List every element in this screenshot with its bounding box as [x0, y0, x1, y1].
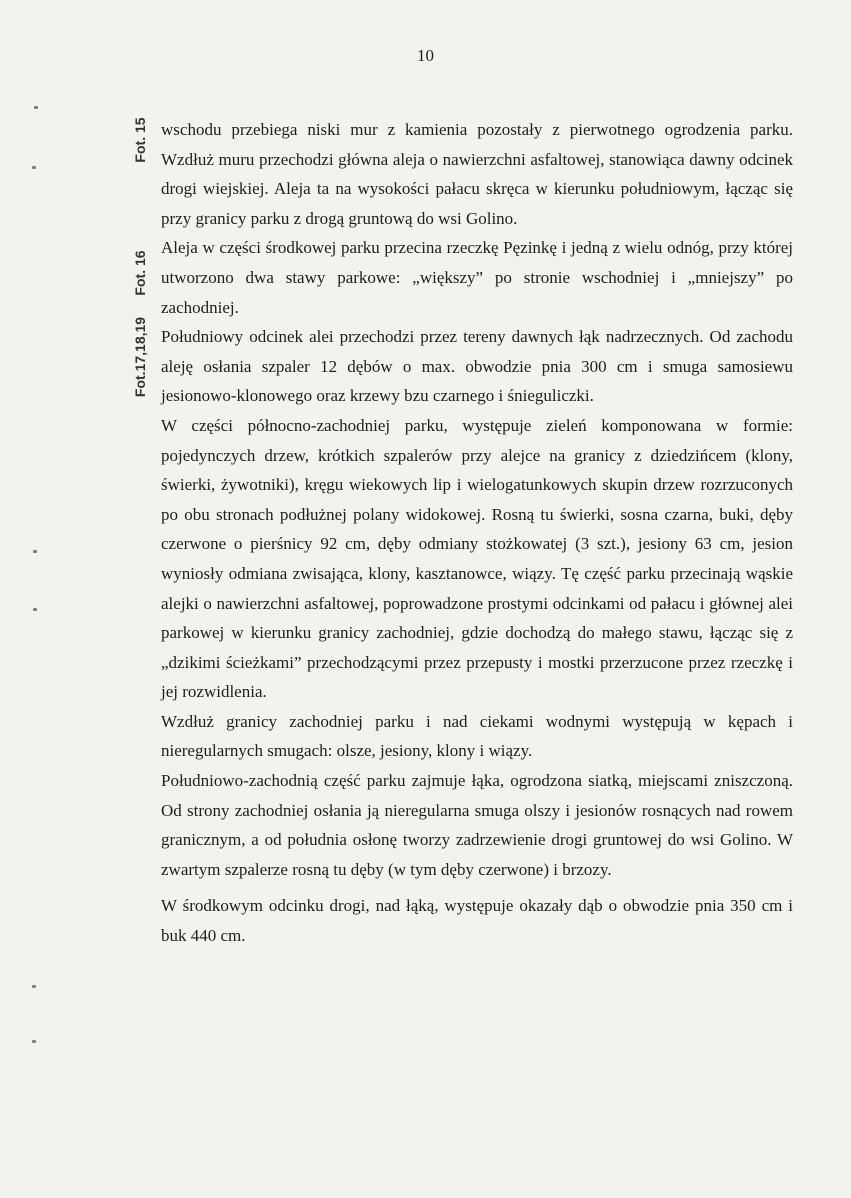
margin-note-fot-16: Fot. 16	[132, 250, 148, 296]
scan-speck	[32, 985, 36, 988]
body-text	[161, 115, 793, 951]
paragraph: Południowy odcinek alei przechodzi przez tereny dawnych łąk nadrzecznych. Od zachodu aleję osłania szpaler 12 dębów o max. obwodzie pnia 300 cm i smuga samosiewu jesionowo-klonowego oraz krzewy bzu czarnego i śnieguliczki.	[161, 327, 793, 406]
paragraph: Południowo-zachodnią część parku zajmuje łąka, ogrodzona siatką, miejscami zniszczoną. Od strony zachodniej osłania ją nieregularna smuga olszy i jesionów rosnących nad rowem granicznym, a od południa osłonę tworzy zadrzewienie drogi gruntowej do wsi Golino. W zwartym szpalerze rosną tu dęby (w tym dęby czerwone) i brzozy.	[161, 771, 793, 879]
margin-note-fot-17-18-19: Fot.17,18,19	[132, 316, 148, 398]
paragraph: W części północno-zachodniej parku, występuje zieleń komponowana w formie: pojedynczych drzew, krótkich szpalerów przy alejce na granicy z dziedzińcem (klony, świerki, żywotniki), kręgu wiekowych lip i wielogatunkowych skupin drzew rozrzuconych po obu stronach podłużnej polany widokowej. Rosną tu świerki, sosna czarna, buki, dęby czerwone o pierśnicy 92 cm, dęby odmiany stożkowatej (3 szt.), jesiony 63 cm, jesion wyniosły odmiana zwisająca, klony, kasztanowce, wiązy. Tę część parku przecinają wąskie alejki o nawierzchni asfaltowej, poprowadzone prostymi odcinkami od pałacu i głównej alei parkowej w kierunku granicy zachodniej, gdzie dochodzą do małego stawu, łącząc się z „dzikimi ścieżkami” przechodzącymi przez przepusty i mostki przerzucone przez rzeczkę i jej rozwidlenia.	[161, 415, 793, 702]
scan-speck	[33, 608, 37, 611]
margin-note-fot-15: Fot. 15	[132, 117, 148, 163]
paragraph: wschodu przebiega niski mur z kamienia pozostały z pierwotnego ogrodzenia parku. Wzdłuż muru przechodzi główna aleja o nawierzchni asfaltowej, stanowiąca dawny odcinek drogi wiejskiej. Aleja ta na wysokości pałacu skręca w kierunku południowym, łącząc się przy granicy parku z drogą gruntową do wsi Golino.	[161, 120, 793, 228]
scan-speck	[32, 166, 36, 169]
scan-speck	[33, 550, 37, 553]
scan-speck	[34, 106, 38, 109]
paragraph: Wzdłuż granicy zachodniej parku i nad ciekami wodnymi występują w kępach i nieregularnych smugach: olsze, jesiony, klony i wiązy.	[161, 711, 793, 761]
scan-speck	[32, 1040, 36, 1043]
page-number: 10	[417, 46, 434, 65]
paragraph: W środkowym odcinku drogi, nad łąką, występuje okazały dąb o obwodzie pnia 350 cm i buk 440 cm.	[161, 896, 793, 946]
paragraph: Aleja w części środkowej parku przecina rzeczkę Pęzinkę i jedną z wielu odnóg, przy której utworzono dwa stawy parkowe: „większy” po stronie wschodniej i „mniejszy” po zachodniej.	[161, 238, 793, 317]
